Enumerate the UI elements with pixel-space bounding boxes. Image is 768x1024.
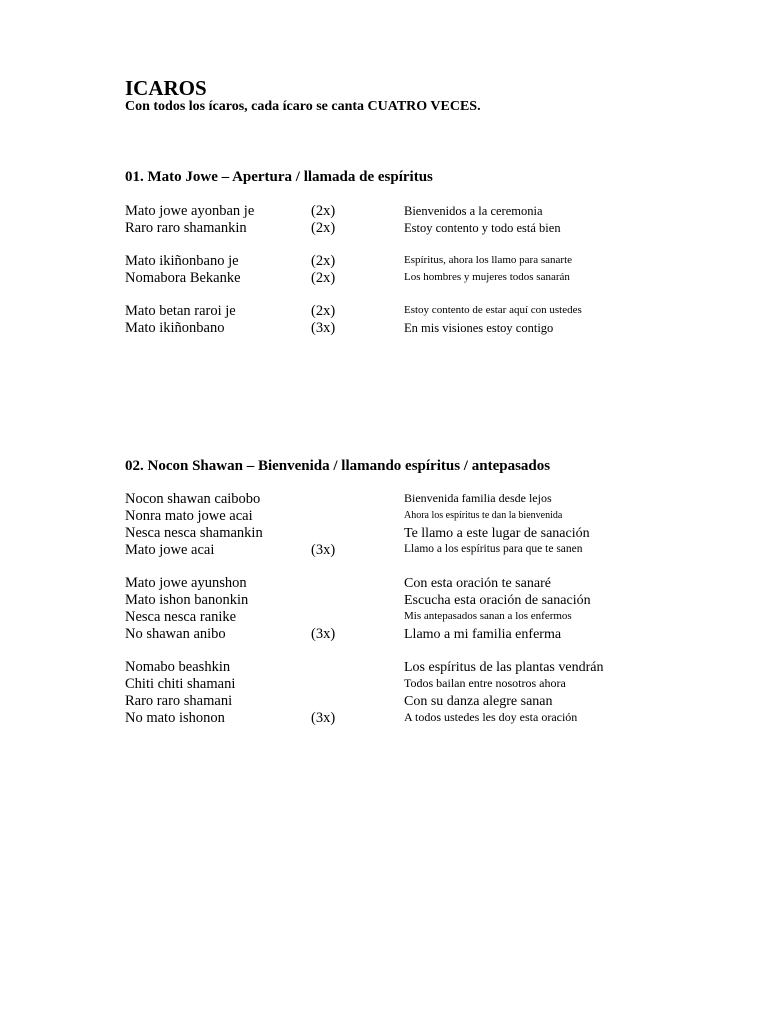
translation-text: Los espíritus de las plantas vendrán [404,660,604,675]
lyric-text: Mato jowe ayonban je [125,203,255,219]
translation-text: Con su danza alegre sanan [404,694,553,709]
stanza [125,491,685,559]
lyric-line [125,508,685,525]
lyric-text: Raro raro shamani [125,693,233,709]
lyric-text: Nonra mato jowe acai [125,508,253,524]
lyric-text: Nomabora Bekanke [125,270,241,286]
lyric-text: Nesca nesca ranike [125,609,237,625]
lyric-line [125,270,685,287]
lyric-text: Nocon shawan caibobo [125,491,261,507]
translation-text: Escucha esta oración de sanación [404,593,591,608]
translation-text: Estoy contento de estar aquí con ustedes [404,304,582,316]
lyric-text: Mato ishon banonkin [125,592,249,608]
document-title: ICAROS [125,76,207,100]
lyric-text: Nesca nesca shamankin [125,525,263,541]
repeat-count: (2x) [311,253,336,269]
lyric-line [125,676,685,693]
lyric-line [125,693,685,710]
lyric-line [125,626,685,643]
lyric-line [125,525,685,542]
lyric-line [125,542,685,559]
translation-text: Llamo a mi familia enferma [404,627,562,642]
translation-text: Estoy contento y todo está bien [404,221,561,235]
lyric-line [125,203,685,220]
translation-text: Todos bailan entre nosotros ahora [404,676,566,690]
repeat-count: (2x) [311,220,336,236]
lyric-line [125,491,685,508]
lyric-text: No mato ishonon [125,710,225,726]
section-heading: 01. Mato Jowe – Apertura / llamada de espíritus [125,169,433,185]
lyric-line [125,710,685,727]
translation-text: Ahora los espíritus te dan la bienvenida [404,510,563,521]
translation-text: Los hombres y mujeres todos sanarán [404,271,570,283]
lyric-text: Mato betan raroi je [125,303,236,319]
lyric-line [125,609,685,626]
repeat-count: (3x) [311,710,336,726]
lyric-text: Mato jowe acai [125,542,215,558]
lyric-line [125,303,685,320]
lyric-text: Raro raro shamankin [125,220,247,236]
stanza [125,203,685,237]
translation-text: Te llamo a este lugar de sanación [404,526,590,541]
translation-text: Espíritus, ahora los llamo para sanarte [404,254,573,266]
translation-text: Mis antepasados sanan a los enfermos [404,610,572,622]
lyric-text: Nomabo beashkin [125,659,231,675]
document-subtitle: Con todos los ícaros, cada ícaro se canta CUATRO VECES. [125,99,481,114]
lyric-line [125,220,685,237]
repeat-count: (3x) [311,626,336,642]
translation-text: Con esta oración te sanaré [404,576,551,591]
repeat-count: (2x) [311,270,336,286]
lyric-text: Mato jowe ayunshon [125,575,247,591]
stanza [125,575,685,643]
lyric-text: Chiti chiti shamani [125,676,236,692]
section-01 [125,168,685,337]
lyric-line [125,253,685,270]
repeat-count: (2x) [311,303,336,319]
section-heading: 02. Nocon Shawan – Bienvenida / llamando espíritus / antepasados [125,458,551,474]
lyric-line [125,592,685,609]
lyric-line [125,320,685,337]
lyric-line [125,575,685,592]
stanza [125,253,685,287]
lyric-line [125,659,685,676]
section-02 [125,457,685,727]
stanza [125,303,685,337]
translation-text: Bienvenida familia desde lejos [404,491,552,505]
stanza [125,659,685,727]
repeat-count: (3x) [311,320,336,336]
translation-text: Bienvenidos a la ceremonia [404,204,543,218]
lyric-text: No shawan anibo [125,626,226,642]
translation-text: A todos ustedes les doy esta oración [404,710,578,724]
translation-text: En mis visiones estoy contigo [404,321,554,335]
lyric-text: Mato ikiñonbano je [125,253,239,269]
lyric-text: Mato ikiñonbano [125,320,225,336]
translation-text: Llamo a los espíritus para que te sanen [404,543,583,555]
repeat-count: (3x) [311,542,336,558]
repeat-count: (2x) [311,203,336,219]
